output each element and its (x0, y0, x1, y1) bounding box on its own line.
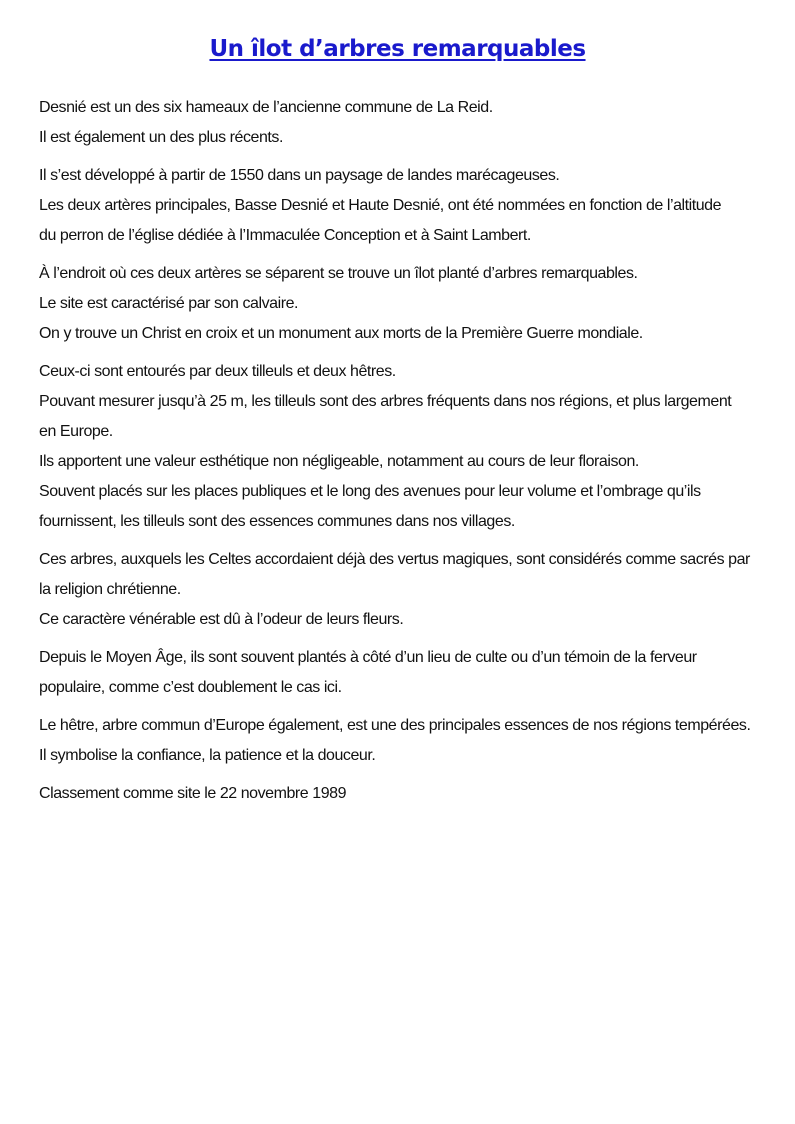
text-line: Ceux-ci sont entourés par deux tilleuls et deux hêtres. (39, 363, 396, 380)
text-line: fournissent, les tilleuls sont des essences communes dans nos villages. (39, 513, 515, 530)
text-line: Ils apportent une valeur esthétique non négligeable, notamment au cours de leur floraison. (39, 453, 639, 470)
paragraph-4 (39, 357, 769, 537)
text-line: Ces arbres, auxquels les Celtes accordaient déjà des vertus magiques, sont considérés comme sacrés par (39, 551, 750, 568)
classification-date: Classement comme site le 22 novembre 1989 (39, 785, 347, 802)
paragraph-8 (39, 779, 769, 809)
text-line: Les deux artères principales, Basse Desnié et Haute Desnié, ont été nommées en fonction de l’altitude (39, 197, 722, 214)
page-title: Un îlot d’arbres remarquables (209, 36, 586, 62)
text-line: populaire, comme c’est doublement le cas ici. (39, 679, 342, 696)
text-line: Il symbolise la confiance, la patience et la douceur. (39, 747, 376, 764)
text-line: en Europe. (39, 423, 113, 440)
text-line: Il est également un des plus récents. (39, 129, 283, 146)
paragraph-6 (39, 643, 769, 703)
text-line: Il s’est développé à partir de 1550 dans un paysage de landes marécageuses. (39, 167, 560, 184)
paragraph-2 (39, 161, 769, 251)
paragraph-5 (39, 545, 769, 635)
text-line: du perron de l’église dédiée à l’Immaculée Conception et à Saint Lambert. (39, 227, 531, 244)
text-line: Le site est caractérisé par son calvaire. (39, 295, 299, 312)
text-line: Pouvant mesurer jusqu’à 25 m, les tilleuls sont des arbres fréquents dans nos régions, et plus largement (39, 393, 732, 410)
text-line: On y trouve un Christ en croix et un monument aux morts de la Première Guerre mondiale. (39, 325, 643, 342)
text-line: Ce caractère vénérable est dû à l’odeur de leurs fleurs. (39, 611, 404, 628)
paragraph-1 (39, 93, 769, 153)
document-body (39, 93, 769, 817)
paragraph-7 (39, 711, 769, 771)
text-line: Souvent placés sur les places publiques et le long des avenues pour leur volume et l’ombrage qu’ils (39, 483, 701, 500)
text-line: Desnié est un des six hameaux de l’ancienne commune de La Reid. (39, 99, 493, 116)
text-line: la religion chrétienne. (39, 581, 181, 598)
text-line: Le hêtre, arbre commun d’Europe également, est une des principales essences de nos régions tempérées. (39, 717, 751, 734)
text-line: Depuis le Moyen Âge, ils sont souvent plantés à côté d’un lieu de culte ou d’un témoin de la ferveur (39, 649, 697, 666)
text-line: À l’endroit où ces deux artères se séparent se trouve un îlot planté d’arbres remarquables. (39, 265, 638, 282)
paragraph-3 (39, 259, 769, 349)
